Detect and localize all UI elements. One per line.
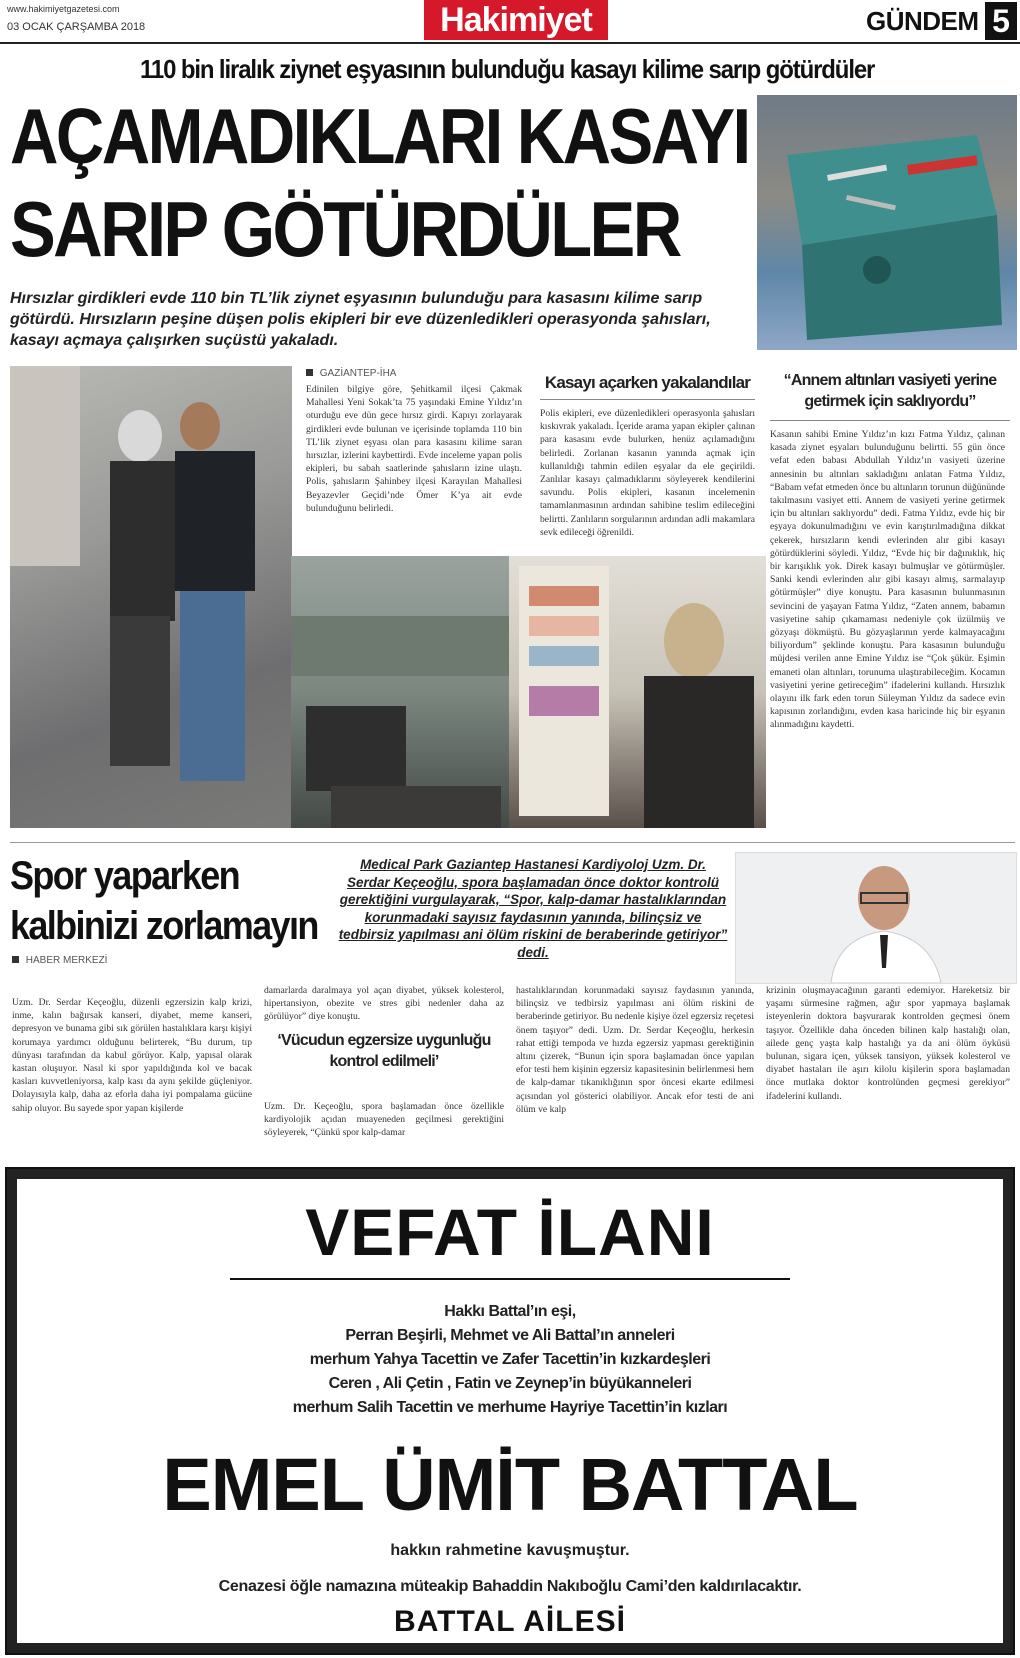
story1-subhead2: “Annem altınları vasiyeti yerine getirmek için saklıyordu” <box>783 372 997 410</box>
section-label: GÜNDEM <box>866 6 979 36</box>
story2-headline-line2: kalbinizi zorlamayın <box>10 904 318 948</box>
victim-photo <box>509 556 766 828</box>
story1-lead: Hırsızlar girdikleri evde 110 bin TL’lik ziynet eşyasının bulunduğu para kasasını kilime sarıp götürdü. Hırsızların peşine düşen polis ekipleri bir eve düzenledikleri operasyonda şahısları, kasayı açmaya çalışırken suçüstü yakaladı. <box>10 290 711 349</box>
subhead2-rule <box>770 420 1010 421</box>
relatives-line: Perran Beşirli, Mehmet ve Ali Battal’ın anneleri <box>345 1327 675 1344</box>
arrest-illustration <box>10 366 292 828</box>
story2-column2b: Uzm. Dr. Keçeoğlu, spora başlamadan önce özellikle kardiyolojik açıdan muayeneden geçilmesi gerektiğini söyleyerek, “Çünkü spor kalp-damar <box>264 1101 504 1139</box>
story1-byline-text: GAZİANTEP-İHA <box>319 368 397 379</box>
doctor-illustration <box>736 853 1016 983</box>
page-number <box>985 2 1017 40</box>
relatives-line: Hakkı Battal’ın eşi, <box>444 1303 576 1320</box>
story2-column4: krizinin oluşmayacağının garanti edemiyor. Hareketsiz bir yaşamı sürmesine rağmen, ağır spor yapmaya başlamak isteyenlerin doktora başvurarak kontrolden geçmesi önem taşıyor. Özellikle daha önceden bilinen kalp hastalığı olan, ailede genç yaşta kalp hastalığı ya da ani ölüm öyküsü bulunan, sigara içen, yüksek tansiyon, yüksek kolesterol ve diyabet hastaları ile aşırı kilolu kişilerin spora başlamadan önce mutlaka doktor kontrolünden geçmesi gerekiyor” ifadelerini kullandı. <box>766 985 1010 1102</box>
deceased-name: EMEL ÜMİT BATTAL <box>162 1443 858 1526</box>
relatives-line: merhum Salih Tacettin ve merhume Hayriye Tacettin’in kızları <box>292 1399 728 1416</box>
story1-headline-line2: SARIP GÖTÜRDÜLER <box>10 185 680 273</box>
story2-column3: hastalıklarından korunmadaki sayısız faydasının yanında, bilinçsiz ve tedbirsiz yapılması ani ölüm riskini de beraberinde getiriyor. Bu nedenle kişiye özel egzersiz reçetesi önem taşıyor” dedi. Uzm. Dr. Serdar Keçeoğlu, herkesin rahat ettiği tempoda ve hızda egzersiz yapması gerektiğinin altını çizerek, “Bunun için spora başlamadan önce yapılan efor testi hem kişinin egzersiz kapasitesinin belirlenmesi hem de kalp-damar tıkanıklığının spor öncesi ekarte edilmesi açısından yol gösterici olabiliyor. Ancak efor testi de ani ölüm ve kalp <box>516 985 754 1115</box>
subhead1-rule <box>540 399 755 400</box>
relatives-line: merhum Yahya Tacettin ve Zafer Tacettin’in kızkardeşleri <box>309 1351 711 1368</box>
story2-headline-line1: Spor yaparken <box>10 854 240 898</box>
issue-date: 03 OCAK ÇARŞAMBA 2018 <box>7 21 146 33</box>
victim-illustration <box>509 556 766 828</box>
logo-text: Hakimiyet <box>440 1 592 39</box>
story2-lead: Medical Park Gaziantep Hastanesi Kardiyoloj Uzm. Dr. Serdar Keçeoğlu, spora başlamadan önce doktor kontrolü gerektiğini vurgulayarak, “Spor, kalp-damar hastalıklarından korunmadaki sayısız faydasının yanında, bilinçsiz ve tedbirsiz yapılması ani ölüm riskini de beraberinde getiriyor” dedi. <box>338 857 728 960</box>
story1-headline-line1: AÇAMADIKLARI KASAYI <box>10 92 749 180</box>
story-divider <box>10 842 1015 843</box>
story2-column1: Uzm. Dr. Serdar Keçeoğlu, düzenli egzersizin kalp krizi, inme, kalın bağırsak kanseri, diyabet, meme kanseri, depresyon ve bunama gibi sık görülen hastalıklara karşı kişiyi korumaya yardımcı olduğunu belirterek, “Bu durum, tıp dünyası tarafından da kabul görüyor. Kalp, yapısal olarak kastan oluşuyor. Nasıl ki spor yapıldığında kol ve bacak kasları kuvvetleniyorsa, kalp kası da aynı şekilde güçleniyor. Dolayısıyla kalp, daha az eforla daha iyi pompalama gücüne sahip oluyor. Bu sayede spor yapan kişilerde <box>12 997 252 1114</box>
obituary-rahmet: hakkın rahmetine kavuşmuştur. <box>390 1542 630 1559</box>
arrest-photo <box>10 366 292 828</box>
doctor-photo <box>735 852 1017 984</box>
story1-byline <box>306 368 396 379</box>
safe-photo <box>757 95 1017 350</box>
relatives-line: Ceren , Ali Çetin , Fatin ve Zeynep’in büyükanneleri <box>328 1375 692 1392</box>
story2-subhead: ‘Vücudun egzersize uygunluğu kontrol edilmeli’ <box>277 1032 491 1070</box>
page-number-text: 5 <box>992 3 1010 39</box>
story1-column3: Kasanın sahibi Emine Yıldız’ın kızı Fatma Yıldız, çalınan kasada ziynet eşyaları bulunduğunu belirtti. 55 gün önce vefat eden babası Abdullah Yıldız’ın vasiyeti üzerine annesinin bu altınları sakladığını anlatan Fatma Yıldız, “Babam vefat etmeden önce bu altınların torunun düğününde takılmasını vasiyet etti. Annem de vasiyeti yerine getirmek için bu altınları saklıyordu” dedi. Fatma Yıldız, evde hiç bir eşyaya dokunulmadığını ve evin karıştırılmadığına dikkat çekerek, hırsızların kendi evlerinden alır gibi kasayı götürdüklerini söyledi. Yıldız, “Evde hiç bir dağınıklık, hiç bir karışıklık yok. Direk kasayı bulmuşlar ve götürmüşler. Sanki kendi evlerinden alır gibi kasayı almış, sarmalayıp götürmüşler” diye konuştu. Para kasasının bulunmasının sevincini de yaşayan Fatma Yıldız, “Zaten annem, babamın vasiyetine sahip çıkamaması nedeniyle çok üzülmüş ve gözyaşı dökmüştü. Bu gözyaşlarının yerde kalmayacağını biliyordum” şeklinde konuştu. Para kasasının bulunduğu müjdesi verilen anne Emine Yıldız ise “Çok şükür. Eşimin emaneti olan altınları, torunuma ulaştırabileceğim. Kocamın vasiyetini yerine getireceğim” ifadelerini kullandı. Hırsızlık olayını ilk fark eden torun Süleyman Yıldız da sadece evin kapısının zorlandığını, evden kasa haricinde hiç bir eşyanın alınmadığını kaydetti. <box>770 429 1005 731</box>
obituary-title-rule <box>230 1278 790 1280</box>
story1-column2: Polis ekipleri, eve düzenledikleri operasyonla şahısları kıskıvrak yakaladı. İçeride arama yapan ekipler çalınan para kasasını evde bulurken, henüz açılamadığını belirledi. Zorlanan kasanın yanında açmak için kullanıldığı tahmin edilen eşyalar da ele geçirildi. Zanlılar kasayı çalmadıklarını söyleyerek kendilerini savundu. Polis ekipleri, kasanın incelemenin tamamlanmasının ardından sahibine teslim edileceğini belirtti. Zanlıların sorgularının ardından adli makamlara sevk edileceği öğrenildi. <box>540 408 755 538</box>
newspaper-logo <box>424 0 608 40</box>
obituary-relatives <box>0 1300 1020 1420</box>
room-illustration <box>291 556 509 828</box>
story1-kicker: 110 bin liralık ziynet eşyasının bulunduğu kasayı kilime sarıp götürdüler <box>140 54 875 84</box>
obituary-funeral-info: Cenazesi öğle namazına müteakip Bahaddin Nakıboğlu Cami’den kaldırılacaktır. <box>218 1578 802 1595</box>
masthead-rule <box>0 42 1020 44</box>
safe-illustration <box>757 95 1017 350</box>
story2-byline <box>12 955 107 966</box>
website-url[interactable]: www.hakimiyetgazetesi.com <box>7 4 120 14</box>
story1-column1: Edinilen bilgiye göre, Şehitkamil ilçesi Çakmak Mahallesi Yeni Sokak’ta 75 yaşındaki Emine Yıldız’ın oturduğu eve dün gece hırsız girdi. Kapıyı zorlayarak girdikleri evde bulunan ve içerisinde toplamda 110 bin TL’lik ziynet eşyası olan para kasasını kilime saran hırsızlar, izlerini kaybettirdi. Evde inceleme yapan polis ekipleri, bu sabah saatlerinde şahısların izine ulaştı. Polis, şahısların Şahinbey ilçesi Karayılan Mahallesi Beyazevler Geçidi’nde Ömer K’ya ait evde bulunduğunu belirledi. <box>306 384 522 514</box>
obituary-title: VEFAT İLANI <box>305 1195 715 1269</box>
story1-subhead1: Kasayı açarken yakalandılar <box>544 373 751 392</box>
obituary-family: BATTAL AİLESİ <box>394 1605 626 1638</box>
room-photo <box>291 556 509 828</box>
story2-byline-text: HABER MERKEZİ <box>25 955 108 966</box>
story2-column2a: damarlarda daralmaya yol açan diyabet, yüksek kolesterol, hipertansiyon, obezite ve stres gibi nedenler daha az görülüyor” diye konuştu. <box>264 985 504 1023</box>
